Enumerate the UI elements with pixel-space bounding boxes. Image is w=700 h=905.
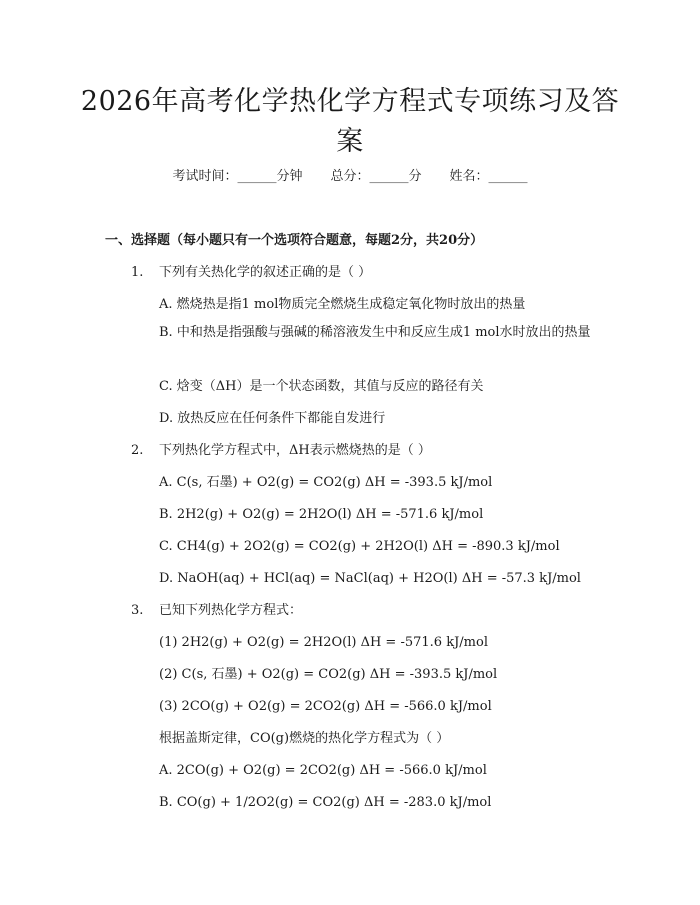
document-title: 2026年高考化学热化学方程式专项练习及答案 <box>80 86 620 157</box>
question-prompt: 根据盖斯定律，CO(g)燃烧的热化学方程式为（ ） <box>159 731 450 746</box>
equation-1: (1) 2H2(g) + O2(g) = 2H2O(l) ΔH = -571.6 kJ/mol <box>159 635 488 650</box>
option-b: B. CO(g) + 1/2O2(g) = CO2(g) ΔH = -283.0 kJ/mol <box>159 795 492 810</box>
option-a: A. C(s, 石墨) + O2(g) = CO2(g) ΔH = -393.5 kJ/mol <box>159 475 493 490</box>
question-number: 3. <box>131 603 144 618</box>
option-c: C. CH4(g) + 2O2(g) = CO2(g) + 2H2O(l) ΔH = -890.3 kJ/mol <box>159 539 560 554</box>
question-stem: 下列有关热化学的叙述正确的是（ ） <box>159 265 372 280</box>
exam-time-field: 考试时间：______分钟 <box>172 169 303 184</box>
equation-2: (2) C(s, 石墨) + O2(g) = CO2(g) ΔH = -393.5 kJ/mol <box>159 667 498 682</box>
option-b: B. 中和热是指强酸与强碱的稀溶液发生中和反应生成1 mol水时放出的热量 <box>159 325 591 340</box>
equation-3: (3) 2CO(g) + O2(g) = 2CO2(g) ΔH = -566.0 kJ/mol <box>159 699 492 714</box>
option-d: D. NaOH(aq) + HCl(aq) = NaCl(aq) + H2O(l) ΔH = -57.3 kJ/mol <box>159 571 581 586</box>
option-c: C. 焓变（ΔH）是一个状态函数，其值与反应的路径有关 <box>159 379 484 394</box>
total-score-field: 总分：______分 <box>330 169 422 184</box>
option-a: A. 燃烧热是指1 mol物质完全燃烧生成稳定氧化物时放出的热量 <box>159 297 526 312</box>
question-stem: 已知下列热化学方程式： <box>159 603 303 618</box>
question-number: 1. <box>131 265 144 280</box>
exam-info-row <box>0 166 700 188</box>
student-name-field: 姓名：______ <box>449 169 528 184</box>
option-b: B. 2H2(g) + O2(g) = 2H2O(l) ΔH = -571.6 kJ/mol <box>159 507 484 522</box>
option-a: A. 2CO(g) + O2(g) = 2CO2(g) ΔH = -566.0 kJ/mol <box>159 763 487 778</box>
question-stem: 下列热化学方程式中，ΔH表示燃烧热的是（ ） <box>159 443 431 458</box>
option-d: D. 放热反应在任何条件下都能自发进行 <box>159 411 386 426</box>
section-heading: 一、选择题（每小题只有一个选项符合题意，每题2分，共20分） <box>105 233 484 248</box>
question-number: 2. <box>131 443 144 458</box>
